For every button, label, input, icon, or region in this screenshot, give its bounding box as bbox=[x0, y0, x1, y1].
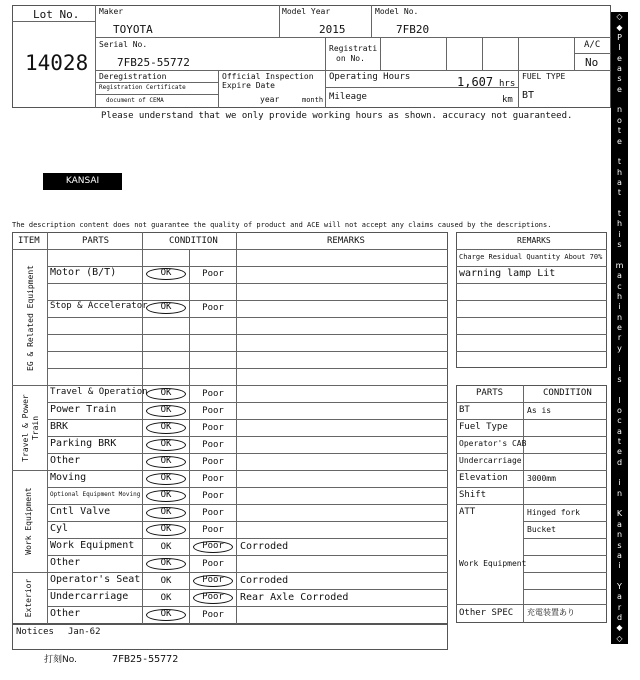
spec-other: Other SPEC bbox=[459, 608, 514, 618]
spec-elevation-value: 3000mm bbox=[527, 474, 556, 483]
right-remark-line: Charge Residual Quantity About 70% bbox=[459, 253, 603, 261]
registration-certificate-label: Registration Certificate bbox=[99, 84, 186, 91]
model-year-value: 2015 bbox=[319, 23, 346, 36]
sidebar-char: m bbox=[615, 260, 624, 270]
sidebar-char: i bbox=[618, 478, 621, 488]
part-label: Parking BRK bbox=[50, 438, 117, 449]
poor-circled: Poor bbox=[193, 541, 233, 553]
deregistration-label: Deregistration bbox=[99, 72, 167, 81]
ok-circled: OK bbox=[146, 609, 186, 621]
poor-option: Poor bbox=[202, 610, 224, 620]
fuel-type-value: BT bbox=[522, 90, 535, 101]
maker-value: TOYOTA bbox=[113, 23, 153, 36]
remark-text: Corroded bbox=[240, 541, 289, 552]
sidebar-char: o bbox=[617, 115, 622, 125]
part-label: Undercarriage bbox=[50, 591, 129, 602]
sidebar-char: y bbox=[617, 343, 622, 353]
poor-option: Poor bbox=[202, 406, 224, 416]
poor-option: Poor bbox=[202, 423, 224, 433]
sidebar-char: e bbox=[617, 323, 622, 332]
ok-circled: OK bbox=[146, 388, 186, 400]
sidebar-char: n bbox=[616, 530, 623, 540]
remarks-header: REMARKS bbox=[327, 236, 365, 246]
sidebar-char: a bbox=[617, 177, 622, 187]
section-travel-label: Travel & Power bbox=[21, 394, 30, 462]
section-travel-label-2: Train bbox=[31, 415, 40, 441]
sidebar-char: t bbox=[617, 209, 622, 219]
sidebar-char: n bbox=[616, 105, 623, 115]
hours-note: Please understand that we only provide working hours as shown. accuracy not guaranteed. bbox=[101, 111, 573, 121]
poor-option: Poor bbox=[202, 525, 224, 535]
inspection-label-2: Expire Date bbox=[222, 81, 275, 90]
ac-value: No bbox=[585, 56, 599, 69]
item-header: ITEM bbox=[18, 236, 40, 246]
ok-circled: OK bbox=[146, 302, 186, 314]
sidebar-char: t bbox=[617, 126, 622, 136]
stamp-label: 打刻No. bbox=[44, 655, 77, 665]
notices-label: Notices bbox=[16, 627, 54, 637]
poor-option: Poor bbox=[202, 269, 224, 279]
sidebar-char: K bbox=[616, 509, 623, 519]
sidebar-char: ◆ bbox=[616, 22, 623, 32]
parts-header: PARTS bbox=[82, 236, 110, 246]
sidebar-char: d bbox=[616, 457, 623, 467]
operating-hours-value: 1,607 bbox=[457, 75, 494, 89]
part-label: Other bbox=[50, 557, 81, 568]
registration-label-2: on No. bbox=[336, 54, 365, 63]
sidebar-char: a bbox=[617, 63, 622, 73]
sidebar-char: n bbox=[616, 488, 623, 498]
fuel-type-label: FUEL TYPE bbox=[522, 72, 566, 81]
serial-label: Serial No. bbox=[99, 40, 148, 49]
right-remarks-header: REMARKS bbox=[517, 236, 551, 245]
ok-circled: OK bbox=[146, 558, 186, 570]
sidebar-char: i bbox=[618, 302, 621, 312]
sidebar-char: i bbox=[618, 229, 621, 239]
sidebar-char: e bbox=[617, 84, 622, 94]
part-label: Power Train bbox=[50, 404, 117, 415]
spec-operator-cab: Operator's CAB bbox=[459, 439, 527, 448]
sidebar-char: s bbox=[617, 540, 622, 550]
ok-option: OK bbox=[160, 593, 172, 603]
part-label: Work Equipment bbox=[50, 540, 135, 551]
hours-unit: hrs bbox=[499, 79, 516, 89]
lot-label: Lot No. bbox=[33, 8, 80, 21]
spec-bt: BT bbox=[459, 405, 470, 415]
sidebar-char: a bbox=[617, 271, 622, 281]
sidebar-char: ◇ bbox=[616, 633, 623, 643]
sidebar-char: P bbox=[617, 32, 622, 42]
spec-other-value: 充電装置あり bbox=[527, 608, 575, 617]
registration-label: Registrati bbox=[329, 44, 378, 53]
sidebar-char: i bbox=[618, 561, 621, 571]
ok-option: OK bbox=[160, 576, 172, 586]
right-remark-line: warning lamp Lit bbox=[459, 268, 556, 279]
part-label: Travel & Operation bbox=[50, 387, 148, 397]
spec-undercarriage: Undercarriage bbox=[459, 456, 522, 465]
poor-option: Poor bbox=[202, 559, 224, 569]
serial-value: 7FB25-55772 bbox=[117, 56, 190, 69]
remark-text: Corroded bbox=[240, 575, 289, 586]
ok-circled: OK bbox=[146, 490, 186, 502]
sidebar-char: a bbox=[617, 592, 622, 602]
right-condition-header: CONDITION bbox=[543, 388, 592, 398]
sidebar-char: n bbox=[616, 312, 623, 322]
sidebar-char: l bbox=[618, 395, 621, 405]
sidebar-char: s bbox=[617, 374, 622, 384]
remark-text: Rear Axle Corroded bbox=[240, 592, 349, 603]
location-badge: KANSAI bbox=[43, 173, 122, 190]
spec-bt-value: As is bbox=[527, 406, 552, 415]
disclaimer: The description content does not guarantee the quality of product and ACE will not accept any claims caused by the descriptions. bbox=[12, 221, 552, 229]
ok-circled: OK bbox=[146, 524, 186, 536]
maker-label: Maker bbox=[99, 7, 124, 16]
ac-label: A/C bbox=[584, 40, 601, 50]
model-year-label: Model Year bbox=[282, 7, 331, 16]
sidebar-char: ◇ bbox=[616, 12, 623, 22]
sidebar-char: i bbox=[618, 364, 621, 374]
spec-att: ATT bbox=[459, 507, 476, 517]
sidebar-char: r bbox=[617, 602, 622, 612]
sidebar-char: a bbox=[617, 519, 622, 529]
part-label: Optional Equipment Moving bbox=[50, 491, 141, 498]
ok-circled: OK bbox=[146, 439, 186, 451]
mileage-label: Mileage bbox=[329, 92, 367, 102]
ok-circled: OK bbox=[146, 422, 186, 434]
part-label: BRK bbox=[50, 421, 69, 432]
poor-option: Poor bbox=[202, 303, 224, 313]
spec-work-equipment: Work Equipment bbox=[459, 559, 527, 568]
part-label: Other bbox=[50, 608, 81, 619]
section-work-label: Work Equipment bbox=[24, 487, 33, 555]
spec-shift: Shift bbox=[459, 490, 487, 500]
section-eg-label: EG & Related Equipment bbox=[26, 265, 35, 371]
sidebar-char: t bbox=[617, 188, 622, 198]
poor-circled: Poor bbox=[193, 575, 233, 587]
sidebar-char: t bbox=[617, 436, 622, 446]
poor-option: Poor bbox=[202, 474, 224, 484]
sidebar-char: a bbox=[617, 426, 622, 436]
sidebar-char: h bbox=[616, 291, 623, 301]
poor-option: Poor bbox=[202, 491, 224, 501]
spec-fuel-type: Fuel Type bbox=[459, 422, 508, 432]
month-label: month bbox=[302, 96, 324, 104]
section-exterior-label: Exterior bbox=[24, 578, 33, 618]
sidebar-char: h bbox=[616, 167, 623, 177]
spec-att-value-2: Bucket bbox=[527, 525, 556, 534]
poor-option: Poor bbox=[202, 457, 224, 467]
sidebar-char: e bbox=[617, 53, 622, 63]
notices-value: Jan-62 bbox=[68, 627, 101, 637]
model-no-label: Model No. bbox=[375, 7, 419, 16]
location-notice-sidebar bbox=[611, 12, 628, 644]
lot-number: 14028 bbox=[25, 51, 89, 75]
sidebar-char: c bbox=[617, 281, 622, 291]
ok-circled: OK bbox=[146, 507, 186, 519]
sidebar-char: r bbox=[617, 333, 622, 343]
stamp-value: 7FB25-55772 bbox=[112, 654, 179, 665]
part-label: Cntl Valve bbox=[50, 506, 111, 517]
model-no-value: 7FB20 bbox=[396, 23, 430, 36]
sidebar-char: d bbox=[616, 613, 623, 623]
part-label: Motor (B/T) bbox=[50, 267, 117, 278]
spec-elevation: Elevation bbox=[459, 473, 508, 483]
sidebar-char: t bbox=[617, 157, 622, 167]
sidebar-char: s bbox=[617, 240, 622, 250]
ok-circled: OK bbox=[146, 405, 186, 417]
operating-hours-label: Operating Hours bbox=[329, 72, 411, 82]
part-label: Stop & Accelerator bbox=[50, 301, 148, 311]
sidebar-char: a bbox=[617, 550, 622, 560]
sidebar-char: e bbox=[617, 136, 622, 146]
poor-circled: Poor bbox=[193, 592, 233, 604]
sidebar-char: l bbox=[618, 43, 621, 53]
sidebar-char: c bbox=[617, 416, 622, 426]
poor-option: Poor bbox=[202, 508, 224, 518]
part-label: Cyl bbox=[50, 523, 69, 534]
part-label: Moving bbox=[50, 472, 87, 483]
right-parts-header: PARTS bbox=[476, 388, 504, 398]
inspection-label: Official Inspection bbox=[222, 72, 314, 81]
ok-option: OK bbox=[160, 542, 172, 552]
ok-circled: OK bbox=[146, 456, 186, 468]
sidebar-char: h bbox=[616, 219, 623, 229]
year-label: year bbox=[260, 95, 280, 104]
sidebar-char: Y bbox=[617, 582, 622, 592]
spec-att-value: Hinged fork bbox=[527, 508, 580, 517]
part-label: Operator's Seat bbox=[50, 574, 141, 585]
ok-circled: OK bbox=[146, 473, 186, 485]
cema-label: document of CEMA bbox=[106, 97, 164, 104]
part-label: Other bbox=[50, 455, 81, 466]
sidebar-char: s bbox=[617, 74, 622, 84]
sidebar-char: e bbox=[617, 447, 622, 457]
condition-header: CONDITION bbox=[169, 236, 218, 246]
poor-option: Poor bbox=[202, 389, 224, 399]
sidebar-char: o bbox=[617, 405, 622, 415]
sidebar-char: ◆ bbox=[616, 623, 623, 633]
poor-option: Poor bbox=[202, 440, 224, 450]
mileage-unit: km bbox=[502, 95, 513, 105]
ok-circled: OK bbox=[146, 268, 186, 280]
